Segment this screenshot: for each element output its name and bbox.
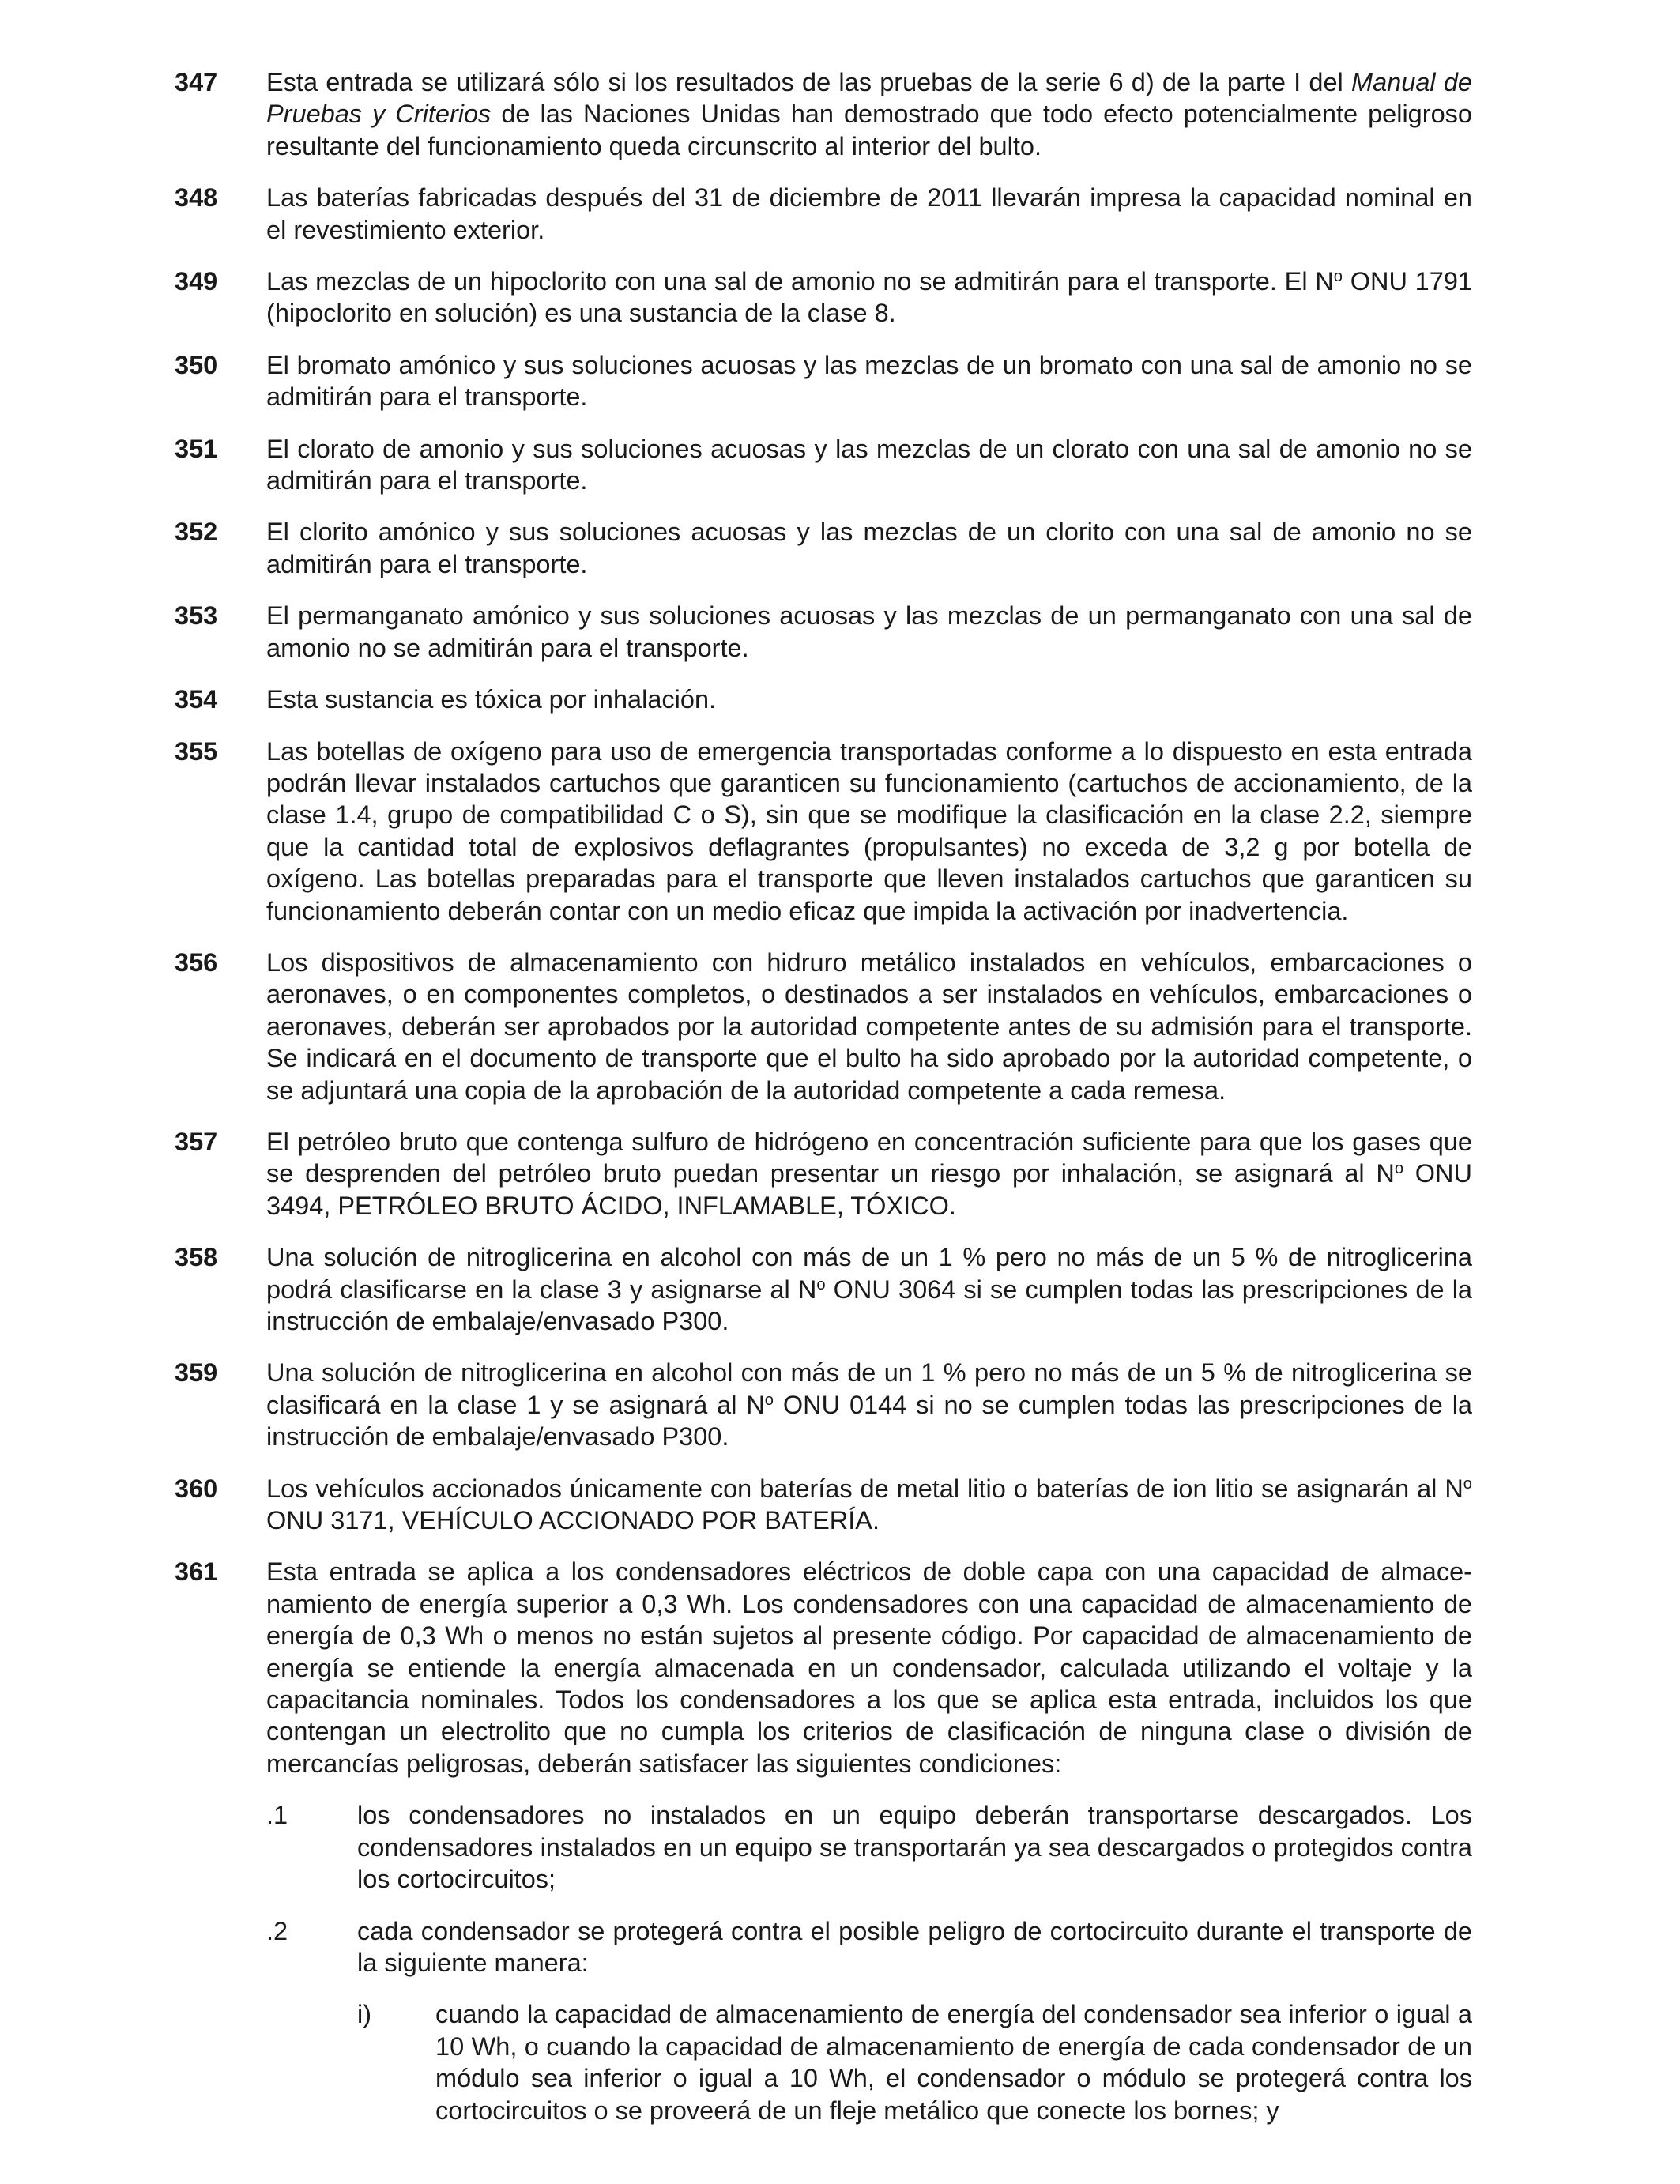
text-segment: El clorito amónico y sus soluciones acuosas y las mezclas de un clorito con una sal de amonio no se admitirán para el transporte.	[266, 518, 1472, 578]
provision-text	[266, 600, 1472, 664]
text-segment: ONU 1791 (hipoclorito en solución) es una sustancia de la clase 8.	[266, 267, 1472, 328]
text-segment: El clorato de amonio y sus soluciones acuosas y las mezclas de un clorato con una sal de amonio no se admitirán para el transporte.	[266, 434, 1472, 495]
provision-text	[266, 1473, 1472, 1537]
text-segment: Una solución de nitroglicerina en alcohol con más de un 1 % pero no más de un 5 % de nitroglicerina se clasificará en la clase 1 y se asignará al N	[266, 1358, 1472, 1419]
text-segment: de las Naciones Unidas han demostrado que todo efecto potencialmente peligroso resultante del funcionamiento queda circunscrito al interior del bulto.	[266, 100, 1472, 160]
superscript: o	[1394, 1160, 1404, 1178]
sub-sub-item	[357, 1998, 1472, 2126]
provision-number: 359	[175, 1358, 218, 1388]
text-segment: Las baterías fabricadas después del 31 de diciembre de 2011 llevarán impresa la capacidad nominal en el revestimiento exterior.	[266, 183, 1472, 244]
text-segment: ONU 0144 si no se cumplen todas las prescripciones de la instrucción de embalaje/envasado P300.	[266, 1390, 1472, 1452]
provision-body	[266, 182, 1472, 246]
provision-body	[266, 433, 1472, 497]
provision-text	[266, 349, 1472, 413]
provision-entry	[175, 1357, 1472, 1452]
provision-body	[266, 1556, 1472, 2126]
provision-number: 356	[175, 947, 218, 977]
provision-number: 352	[175, 518, 218, 547]
provision-body	[266, 1126, 1472, 1222]
provision-text	[266, 433, 1472, 497]
provision-entry	[175, 947, 1472, 1106]
sub-item	[266, 1799, 1472, 1895]
text-segment: Los dispositivos de almacenamiento con hidruro metálico instalados en vehículos, embarcaciones o aeronaves, o en componentes completos, o destinados a ser instalados en vehículos, embarcaciones o aeronaves, deberán ser aprobados por la autoridad competente antes de su admisión para el transporte. Se indicará en el documento de transporte que el bulto ha sido aprobado por la autoridad competente, o se adjuntará una copia de la aprobación de la autoridad competente a cada remesa.	[266, 947, 1472, 1105]
provision-text	[266, 683, 1472, 715]
text-segment: El bromato amónico y sus soluciones acuosas y las mezclas de un bromato con una sal de amonio no se admitirán para el transporte.	[266, 350, 1472, 412]
provision-number: 357	[175, 1127, 218, 1156]
provision-text	[266, 1556, 1472, 1779]
provision-entry	[175, 265, 1472, 329]
provision-entry	[175, 736, 1472, 927]
provision-entry	[175, 182, 1472, 246]
sub-item-text: los condensadores no instalados en un equipo deberán transportarse descargados. Los condensadores instalados en un equipo se transportarán ya sea descargados o protegidos contra los cortocircuitos;	[357, 1801, 1472, 1894]
provision-text	[266, 947, 1472, 1106]
special-provisions-list	[175, 66, 1472, 2146]
sub-item-body	[357, 1915, 1472, 2126]
provision-text	[266, 736, 1472, 927]
provision-entry	[175, 1126, 1472, 1222]
provision-body	[266, 947, 1472, 1106]
provision-entry	[175, 66, 1472, 162]
provision-number: 353	[175, 601, 218, 631]
provision-entry	[175, 349, 1472, 413]
provision-number: 348	[175, 183, 218, 213]
provision-entry	[175, 1241, 1472, 1337]
provision-body	[266, 349, 1472, 413]
sub-item	[266, 1915, 1472, 2126]
provision-entry	[175, 600, 1472, 664]
text-segment: Las mezclas de un hipoclorito con una sal de amonio no se admitirán para el transporte. El N	[266, 267, 1334, 296]
text-segment: Las botellas de oxígeno para uso de emergencia transportadas conforme a lo dispuesto en esta entrada podrán llevar instalados cartuchos que garanticen su funcionamiento (cartuchos de accionamiento, de la clase 1.4, grupo de compatibilidad C o S), sin que se modifique la clasificación en la clase 2.2, siempre que la cantidad total de explosivos deflagrantes (propulsantes) no exceda de 3,2 g por botella de oxígeno. Las botellas preparadas para el transporte que lleven instalados cartuchos que garanticen su funcionamiento deberán contar con un medio eficaz que impida la activación por inadvertencia.	[266, 736, 1472, 925]
provision-body	[266, 265, 1472, 329]
text-segment: El permanganato amónico y sus soluciones acuosas y las mezclas de un permanganato con una sal de amonio no se admitirán para el transporte.	[266, 601, 1472, 662]
provision-number: 354	[175, 685, 218, 714]
text-segment: Esta entrada se utilizará sólo si los resultados de las pruebas de la serie 6 d) de la parte I del	[266, 68, 1352, 96]
sub-item-number: .2	[266, 1916, 288, 1945]
text-segment: ONU 3171, VEHÍCULO ACCIONADO POR BATERÍA.	[266, 1506, 880, 1535]
provision-number: 351	[175, 434, 218, 463]
provision-entry	[175, 683, 1472, 715]
provision-number: 360	[175, 1474, 218, 1503]
text-segment: Esta sustancia es tóxica por inhalación.	[266, 685, 717, 714]
provision-entry	[175, 433, 1472, 497]
provision-body	[266, 1473, 1472, 1537]
text-segment: Los vehículos accionados únicamente con baterías de metal litio o baterías de ion litio se asignarán al N	[266, 1474, 1463, 1503]
provision-entry	[175, 1556, 1472, 2126]
text-segment: Esta entrada se aplica a los condensadores eléctricos de doble capa con una capacidad de almacenamiento de energía superior a 0,3 Wh. Los condensadores con una capacidad de almacenamiento de energía de 0,3 Wh o menos no están sujetos al presente código. Por capacidad de almacenamiento de energía se entiende la energía almacenada en un condensador, calculada utilizando el voltaje y la capacitancia nominales. Todos los condensadores a los que se aplica esta entrada, incluidos los que contengan un electrolito que no cumpla los criterios de clasificación de ninguna clase o división de mercancías peligrosas, deberán satisfacer las siguientes condiciones:	[266, 1557, 1472, 1778]
sub-sub-item-text: cuando la capacidad de almacenamiento de energía del condensador sea inferior o igual a 10 Wh, o cuando la capacidad de almacenamiento de energía de cada condensador de un módulo sea inferior o igual a 10 Wh, el condensador o módulo se protegerá contra los cortocircuitos o se proveerá de un fleje metálico que conecte los bornes; y	[435, 2000, 1472, 2125]
provision-number: 358	[175, 1243, 218, 1272]
text-segment: ONU 3064 si se cumplen todas las prescripciones de la instrucción de embalaje/envasado P300.	[266, 1275, 1472, 1335]
provision-text	[266, 66, 1472, 162]
superscript: o	[816, 1275, 826, 1293]
provision-body	[266, 1241, 1472, 1337]
provision-number: 355	[175, 736, 218, 766]
provision-body	[266, 736, 1472, 927]
provision-text	[266, 265, 1472, 329]
sub-sub-item-number: i)	[357, 2000, 372, 2029]
provision-number: 361	[175, 1557, 218, 1587]
provision-number: 347	[175, 68, 218, 96]
sub-item-body	[357, 1799, 1472, 1895]
text-segment: ONU 3494, PETRÓLEO BRUTO ÁCIDO, INFLAMABLE, TÓXICO.	[266, 1159, 1472, 1220]
provision-text	[266, 1357, 1472, 1452]
provision-body	[266, 600, 1472, 664]
italic-title: Manual de Pruebas y Criterios	[266, 68, 1472, 129]
provision-number: 350	[175, 350, 218, 379]
provision-text	[266, 182, 1472, 246]
superscript: o	[764, 1391, 774, 1409]
provision-number: 349	[175, 267, 218, 296]
provision-entry	[175, 516, 1472, 580]
text-segment: El petróleo bruto que contenga sulfuro de hidrógeno en concentración suficiente para que los gases que se desprenden del petróleo bruto puedan presentar un riesgo por inhalación, se asignará al N	[266, 1127, 1472, 1188]
sub-item-text: cada condensador se protegerá contra el posible peligro de cortocircuito durante el transporte de la siguiente manera:	[357, 1916, 1472, 1977]
provision-text	[266, 516, 1472, 580]
provision-body	[266, 683, 1472, 715]
provision-body	[266, 1357, 1472, 1452]
superscript: o	[1463, 1474, 1472, 1493]
text-segment: Una solución de nitroglicerina en alcohol con más de un 1 % pero no más de un 5 % de nitroglicerina podrá clasificarse en la clase 3 y asignarse al N	[266, 1243, 1472, 1304]
provision-body	[266, 516, 1472, 580]
provision-entry	[175, 1473, 1472, 1537]
provision-body	[266, 66, 1472, 162]
provision-text	[266, 1241, 1472, 1337]
sub-item-number: .1	[266, 1801, 288, 1830]
superscript: o	[1333, 267, 1343, 285]
provision-text	[266, 1126, 1472, 1222]
